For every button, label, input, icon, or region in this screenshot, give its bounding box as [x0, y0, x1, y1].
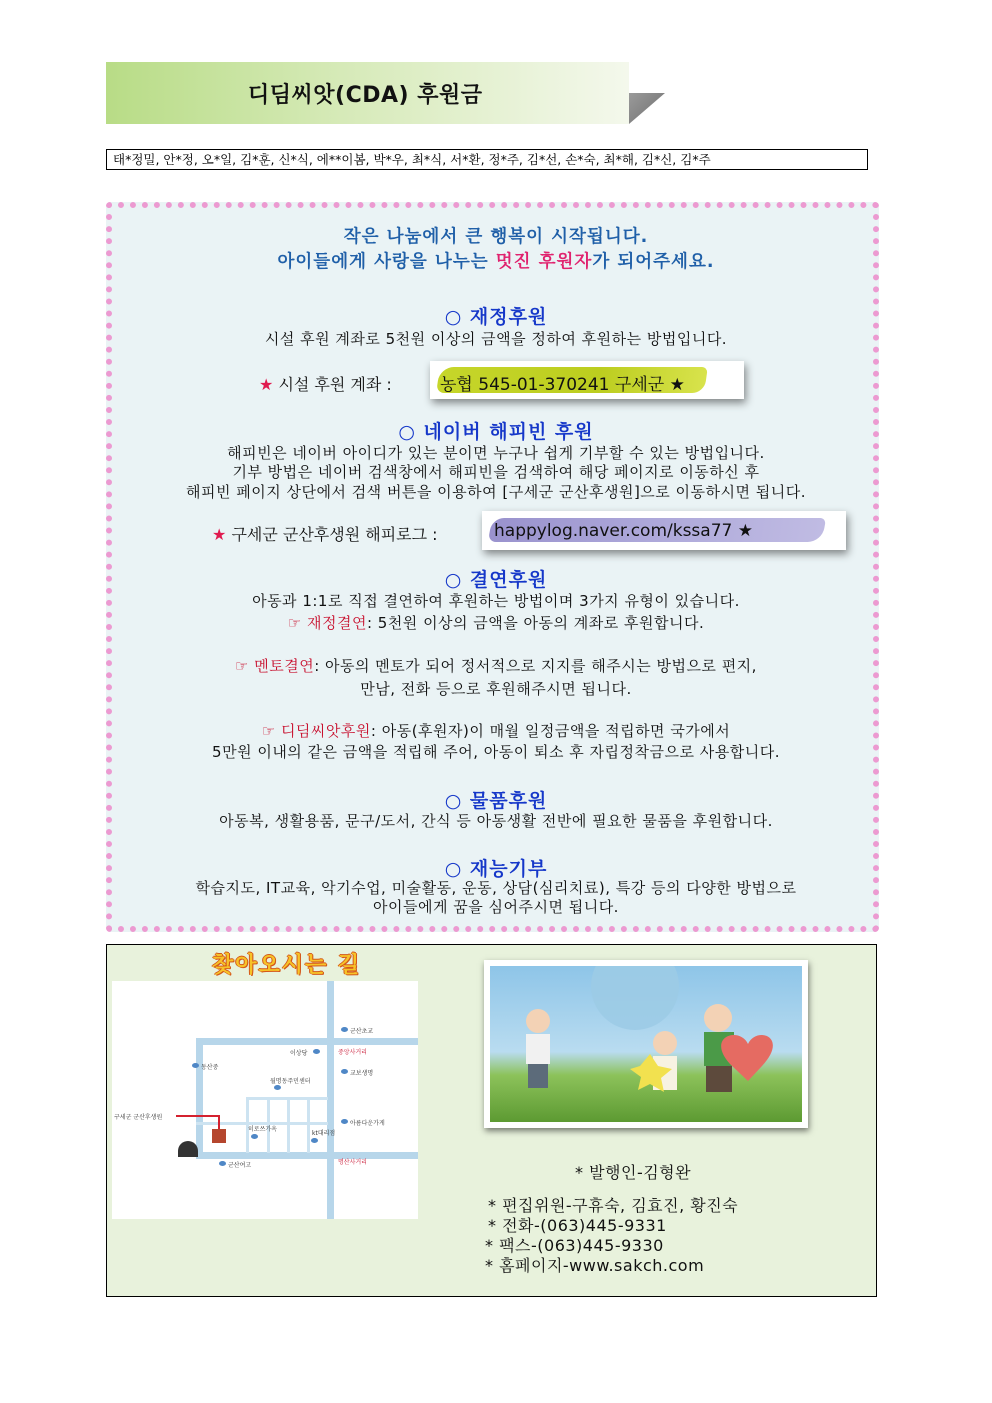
map-marker — [219, 1161, 226, 1166]
account-number: 농협 545-01-370241 구세군 ★ — [440, 375, 685, 395]
title-banner-fold — [629, 93, 665, 124]
happylog-url[interactable]: happylog.naver.com/kssa77 ★ — [494, 521, 753, 541]
kssa-building-icon — [212, 1129, 226, 1143]
map-label-jungang: 중앙사거리 — [338, 1049, 367, 1056]
map-label-kssa: 구세군 군산후생원 — [114, 1114, 163, 1121]
sponsor-type-1-name: 재정결연 — [306, 614, 367, 632]
finance-heading: ○ 재정후원 — [444, 306, 548, 328]
sponsor-type-3-desc-2: 5만원 이내의 같은 금액을 적립해 주어, 아동이 퇴소 후 자립정착금으로 사용합니다. — [212, 743, 780, 761]
naver-desc-2: 기부 방법은 네이버 검색창에서 해피빈을 검색하여 해당 페이지로 이동하신 후 — [232, 463, 760, 481]
intro-text: 아이들에게 사랑을 나누는 — [277, 252, 496, 272]
finance-desc: 시설 후원 계좌로 5천원 이상의 금액을 정하여 후원하는 방법입니다. — [264, 330, 728, 348]
children-illustration — [484, 960, 808, 1128]
goods-heading: ○ 물품후원 — [444, 790, 548, 812]
map-marker — [313, 1049, 320, 1054]
map-road-vertical-main — [327, 981, 334, 1219]
sponsor-type-3-desc: : 아동(후원자)이 매월 일정금액을 적립하면 국가에서 — [370, 722, 731, 740]
map-road-horizontal-top — [196, 1038, 418, 1045]
star-icon: ★ — [212, 525, 227, 544]
sponsor-type-2-name: 멘토결연 — [254, 657, 315, 675]
map-marker — [341, 1027, 348, 1032]
map-marker — [251, 1134, 258, 1139]
happylog-label: 구세군 군산후생원 해피로그 : — [231, 525, 438, 544]
tunnel-icon — [178, 1141, 198, 1157]
intro-line-2 — [0, 248, 992, 273]
intro-line-1: 작은 나눔에서 큰 행복이 시작됩니다. — [343, 227, 649, 247]
sponsor-type-2-desc: : 아동의 멘토가 되어 정서적으로 지지를 해주시는 방법으로 편지, — [314, 657, 757, 675]
map-label-arm: 아름다운가게 — [350, 1120, 385, 1127]
map-label-haengmang: 월명동주민센터 — [270, 1078, 311, 1085]
page-title: 디딤씨앗(CDA) 후원금 — [248, 83, 483, 108]
map-pointer-line — [218, 1115, 220, 1129]
sponsor-type-1 — [0, 612, 992, 633]
map-road-vertical-left — [196, 1038, 203, 1159]
map-label-gunsan-elem: 군산초교 — [350, 1028, 374, 1035]
sponsor-type-3-name: 디딤씨앗후원 — [280, 722, 371, 740]
map-label-dongsan: 동산중 — [201, 1064, 219, 1071]
account-box — [430, 361, 744, 399]
sponsor-type-2-desc-2: 만남, 전화 등으로 후원해주시면 됩니다. — [360, 680, 632, 698]
publisher-phone: * 전화-(063)445-9331 — [488, 1216, 667, 1235]
map-label-yeongmyeong: 명산사거리 — [338, 1159, 367, 1166]
publisher-fax: * 팩스-(063)445-9330 — [485, 1236, 664, 1255]
map-label-hiro: 히로쓰가옥 — [248, 1126, 277, 1133]
location-map — [112, 981, 418, 1219]
map-marker — [341, 1119, 348, 1124]
star-icon: ★ — [259, 375, 274, 394]
map-label-gunsan-girls: 군산여고 — [228, 1162, 252, 1169]
account-label: 시설 후원 계좌 : — [278, 375, 392, 394]
naver-heading: ○ 네이버 해피빈 후원 — [398, 421, 594, 443]
sponsor-type-3 — [0, 720, 992, 741]
sponsor-desc: 아동과 1:1로 직접 결연하여 후원하는 방법이며 3가지 유형이 있습니다. — [252, 592, 740, 610]
account-label-row — [259, 372, 392, 395]
map-road-horizontal-bottom — [196, 1152, 418, 1159]
publisher-editors: * 편집위원-구휴숙, 김효진, 황진숙 — [488, 1196, 739, 1215]
sponsor-heading: ○ 결연후원 — [444, 569, 548, 591]
pointer-icon: ☞ — [235, 657, 249, 675]
talent-desc-2: 아이들에게 꿈을 심어주시면 됩니다. — [373, 898, 619, 916]
sponsor-type-1-desc: : 5천원 이상의 금액을 아동의 계좌로 후원합니다. — [366, 614, 705, 632]
intro-text-end: 가 되어주세요. — [592, 252, 715, 272]
directions-title: 찾아오시는 길 — [212, 953, 362, 978]
sponsor-type-2 — [0, 655, 992, 676]
map-label-gyobo: 교보생명 — [350, 1070, 374, 1077]
map-label-kt: kt대리점 — [312, 1130, 336, 1137]
children-illustration-svg — [490, 966, 802, 1122]
map-label-isangdang: 이상당 — [290, 1050, 308, 1057]
talent-heading: ○ 재능기부 — [444, 858, 548, 880]
map-marker — [192, 1063, 199, 1068]
map-pointer-line — [176, 1115, 220, 1117]
donor-list: 태*정밀, 안*정, 오*일, 김*훈, 신*식, 에**이봄, 박*우, 최*식, 서*환, 정*주, 김*선, 손*숙, 최*해, 김*신, 김*주 — [106, 149, 868, 170]
map-marker — [341, 1069, 348, 1074]
map-road-minor — [287, 1097, 290, 1153]
talent-desc-1: 학습지도, IT교육, 악기수업, 미술활동, 운동, 상담(심리치료), 특강 등의 다양한 방법으로 — [195, 879, 797, 897]
naver-desc-1: 해피빈은 네이버 아이디가 있는 분이면 누구나 쉽게 기부할 수 있는 방법입니다. — [227, 444, 765, 462]
happylog-label-row — [212, 522, 438, 545]
children-illustration-image — [490, 966, 802, 1122]
map-marker — [274, 1085, 281, 1090]
intro-highlight: 멋진 후원자 — [495, 252, 593, 272]
naver-desc-3: 해피빈 페이지 상단에서 검색 버튼을 이용하여 [구세군 군산후생원]으로 이동하시면 됩니다. — [185, 483, 807, 501]
publisher-homepage[interactable]: * 홈페이지-www.sakch.com — [485, 1256, 705, 1275]
goods-desc: 아동복, 생활용품, 문구/도서, 간식 등 아동생활 전반에 필요한 물품을 후원합니다. — [219, 812, 773, 830]
pointer-icon: ☞ — [287, 614, 302, 632]
publisher-issuer: * 발행인-김형완 — [575, 1163, 692, 1182]
map-road-minor — [307, 1097, 310, 1153]
pointer-icon: ☞ — [261, 722, 276, 740]
map-marker — [311, 1138, 318, 1143]
happylog-box — [482, 511, 846, 550]
